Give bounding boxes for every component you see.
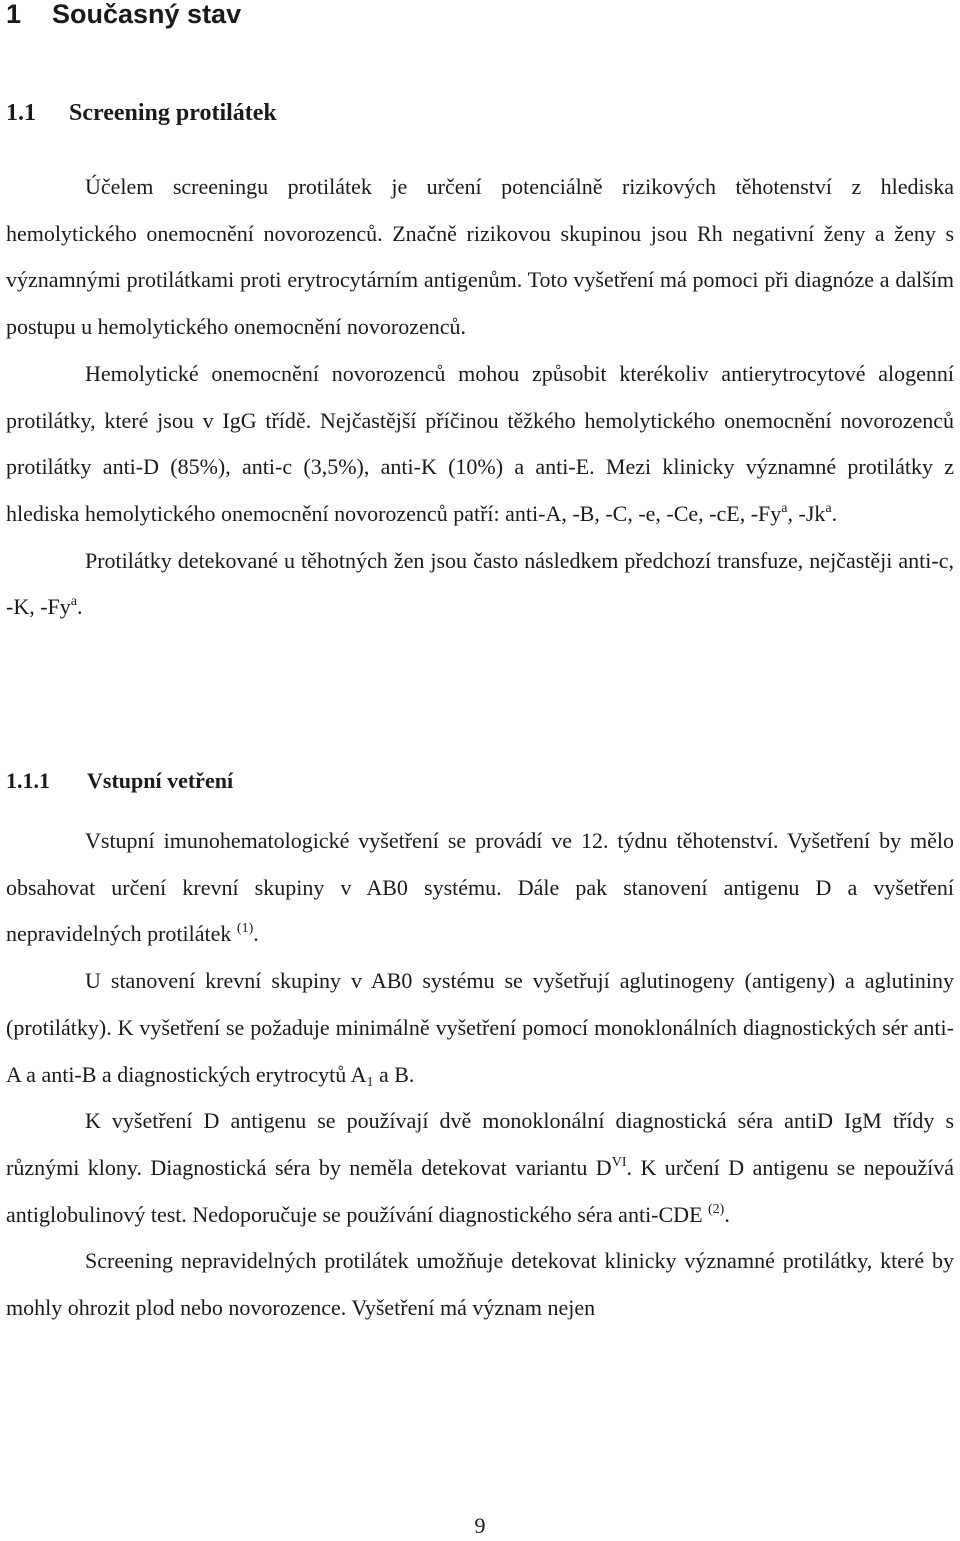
subsection-number: 1.1.1: [6, 768, 50, 793]
subsection-heading: [6, 762, 233, 800]
subsection-body: [6, 818, 954, 1332]
section-heading: [6, 94, 277, 132]
page-number: 9: [474, 1513, 486, 1538]
section-body: [6, 164, 954, 631]
paragraph: Screening nepravidelných protilátek umožňuje detekovat klinicky významné protilátky, které by mohly ohrozit plod nebo novorozence. Vyšetření má význam nejen: [6, 1248, 954, 1321]
paragraph: Hemolytické onemocnění novorozenců mohou způsobit kterékoliv antierytrocytové alogenní protilátky, které jsou v IgG třídě. Nejčastější příčinou těžkého hemolytického onemocnění novorozenců protilátky anti-D (85%), anti-c (3,5%), anti-K (10%) a anti-E. Mezi klinicky významné protilátky z hlediska hemolytického onemocnění novorozenců patří: anti-A, -B, -C, -e, -Ce, -cE, -Fy$^a$, -Jk$^a$.: [6, 360, 954, 526]
chapter-number: 1: [6, 0, 22, 29]
paragraph: Účelem screeningu protilátek je určení potenciálně rizikových těhotenství z hlediska hemolytického onemocnění novorozenců. Značně rizikovou skupinou jsou Rh negativní ženy a ženy s významnými protilátkami proti erytrocytárním antigenům. Toto vyšetření má pomoci při diagnóze a dalším postupu u hemolytického onemocnění novorozenců.: [6, 174, 954, 340]
section-title: Screening protilátek: [69, 100, 277, 126]
paragraph: Protilátky detekované u těhotných žen jsou často následkem předchozí transfuze, nejčastěji anti-c, -K, -Fy$^a$.: [6, 547, 954, 620]
section-number: 1.1: [6, 100, 36, 126]
paragraph: Vstupní imunohematologické vyšetření se provádí ve 12. týdnu těhotenství. Vyšetření by mělo obsahovat určení krevní skupiny v AB0 systému. Dále pak stanovení antigenu D a vyšetření nepravidelných protilátek $^{(1)}$.: [6, 828, 954, 947]
chapter-heading: [6, 0, 241, 36]
paragraph: K vyšetření D antigenu se používají dvě monoklonální diagnostická séra antiD IgM třídy s různými klony. Diagnostická séra by neměla detekovat variantu $D^{VI}$. K určení D antigenu se nepoužívá antiglobulinový test. Nedoporučuje se používání diagnostického séra anti-CDE $^{(2)}$.: [6, 1108, 954, 1227]
subsection-title: Vstupní vetření: [87, 768, 234, 793]
paragraph: U stanovení krevní skupiny v AB0 systému se vyšetřují aglutinogeny (antigeny) a aglutininy (protilátky). K vyšetření se požaduje minimálně vyšetření pomocí monoklonálních diagnostických sér anti-A a anti-B a diagnostických erytrocytů $A_1$ a B.: [6, 968, 954, 1090]
chapter-title: Současný stav: [52, 0, 242, 29]
